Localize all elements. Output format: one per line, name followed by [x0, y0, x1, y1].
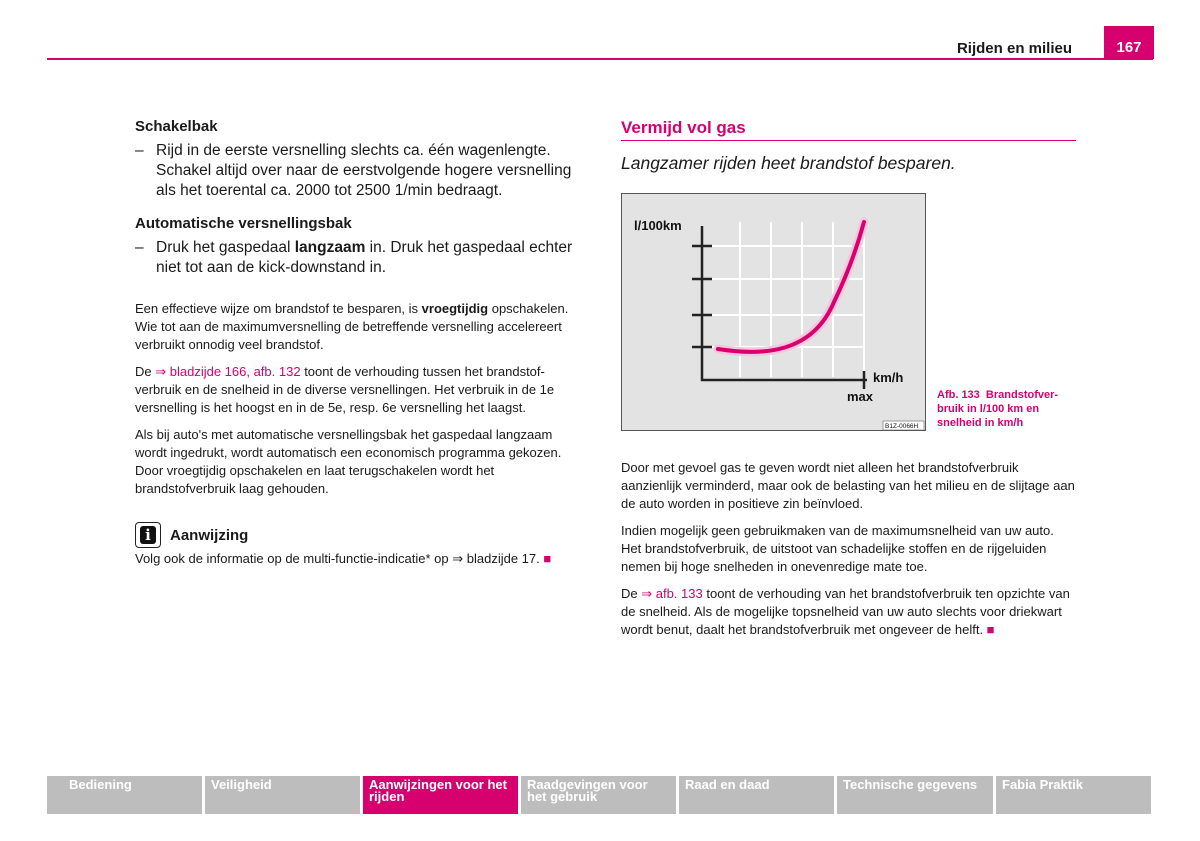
- text-run: toont de verhouding tussen het brandstofverbruik en de snelheid in de diverse versnellingen. Het verbruik in de 1e versnelling is het hoogst en in de 5e, resp. 6e versnelling het laagst.: [135, 364, 555, 415]
- text-run: De: [621, 586, 642, 601]
- paragraph: [135, 300, 585, 354]
- note-header: [135, 522, 585, 548]
- text-run: Volg ook de informatie op de multi-functie-indicatie* op ⇒ bladzijde 17.: [135, 551, 544, 566]
- heading-schakelbak: Schakelbak: [135, 118, 218, 135]
- nav-tab-fabia-praktik[interactable]: Fabia Praktik: [996, 776, 1151, 814]
- list-item: [135, 238, 585, 278]
- figure-code: B1Z-0066H: [885, 423, 919, 430]
- caption-text: Brandstofverbruik in l/100 km en snelheid in km/h: [937, 389, 1059, 429]
- figure-caption: [937, 388, 1077, 430]
- text-run: opschakelen. Wie tot aan de maximumversnelling de betreffende versnelling accelereert verbruikt onnodig veel brandstof.: [135, 301, 569, 352]
- paragraph: Door met gevoel gas te geven wordt niet alleen het brandstofverbruik aanzienlijk verminderd, maar ook de belasting van het milieu en de slijtage aan de auto worden in positieve zin beïnvloed.: [621, 460, 1075, 511]
- nav-tab-bediening[interactable]: Bediening: [47, 776, 202, 814]
- list-item: [135, 141, 585, 201]
- info-icon: i: [135, 522, 161, 548]
- text-run: toont de verhouding van het brandstofverbruik ten opzichte van de snelheid. Als de mogelijke topsnelheid van uw auto slechts voor driekwart wordt benut, daalt het brandstofverbruik met ongeveer de helft.: [621, 586, 1070, 637]
- section-title: Vermijd vol gas: [621, 118, 1076, 141]
- end-mark: ■: [543, 551, 552, 566]
- cross-reference-link[interactable]: ⇒ afb. 133: [641, 586, 703, 601]
- note-text: [135, 550, 585, 568]
- right-body: [621, 459, 1076, 648]
- header-rule: [47, 58, 1153, 60]
- chapter-nav: [47, 776, 1153, 814]
- cross-reference-link[interactable]: ⇒ bladzijde 166, afb. 132: [155, 364, 301, 379]
- heading-automatische-versnellingsbak: Automatische versnellingsbak: [135, 215, 352, 232]
- left-column: [135, 118, 585, 577]
- section-subtitle: Langzamer rijden heet brandstof besparen.: [621, 153, 956, 173]
- paragraph: Als bij auto's met automatische versnellingsbak het gaspedaal langzaam wordt ingedrukt, wordt automatisch een economisch programma gekozen. Door vroegtijdig opschakelen en laat terugschakelen wordt het brandstofverbruik laag gehouden.: [135, 427, 562, 496]
- nav-tab-technische-gegevens[interactable]: Technische gegevens: [837, 776, 993, 814]
- end-mark: ■: [986, 622, 995, 637]
- right-column: [621, 118, 1076, 174]
- text-run: De: [135, 364, 156, 379]
- running-header: Rijden en milieu: [956, 40, 1072, 57]
- nav-tab-aanwijzingen[interactable]: Aanwijzingen voor het rijden: [363, 776, 518, 814]
- figure-consumption-graph: [621, 193, 926, 431]
- text-run: Een effectieve wijze om brandstof te besparen, is: [135, 301, 422, 316]
- paragraph: [621, 585, 1076, 639]
- nav-tab-veiligheid[interactable]: Veiligheid: [205, 776, 360, 814]
- text-run: Druk het gaspedaal: [156, 239, 295, 256]
- dash-bullet: –: [135, 142, 144, 159]
- caption-label: Afb. 133: [937, 389, 980, 401]
- bold-word: langzaam: [294, 239, 366, 256]
- axes: [692, 226, 867, 389]
- dash-bullet: –: [135, 239, 144, 256]
- nav-tab-raad-en-daad[interactable]: Raad en daad: [679, 776, 834, 814]
- paragraph: Indien mogelijk geen gebruikmaken van de maximumsnelheid van uw auto. Het brandstofverbruik, de uitstoot van schadelijke stoffen en de rijgeluiden nemen bij hoge snelheden in onevenredige mate toe.: [621, 523, 1054, 574]
- x-max-label: max: [847, 389, 874, 404]
- page-number: 167: [1104, 26, 1154, 59]
- y-axis-label: l/100km: [634, 218, 682, 233]
- bold-word: vroegtijdig: [421, 301, 489, 316]
- text-run: in. Druk het gaspedaal echter niet tot aan de kick-downstand in.: [156, 239, 573, 276]
- consumption-graph: [622, 194, 925, 430]
- note-title: Aanwijzing: [170, 526, 249, 544]
- list-item-text: Rijd in de eerste versnelling slechts ca. één wagenlengte. Schakel altijd over naar de eerstvolgende hogere versnelling als het toerental ca. 2000 tot 2500 1/min bedraagt.: [156, 142, 572, 199]
- nav-tab-raadgevingen[interactable]: Raadgevingen voor het gebruik: [521, 776, 676, 814]
- paragraph: [135, 363, 585, 417]
- list-item-text: [156, 238, 585, 278]
- x-axis-label: km/h: [873, 370, 904, 385]
